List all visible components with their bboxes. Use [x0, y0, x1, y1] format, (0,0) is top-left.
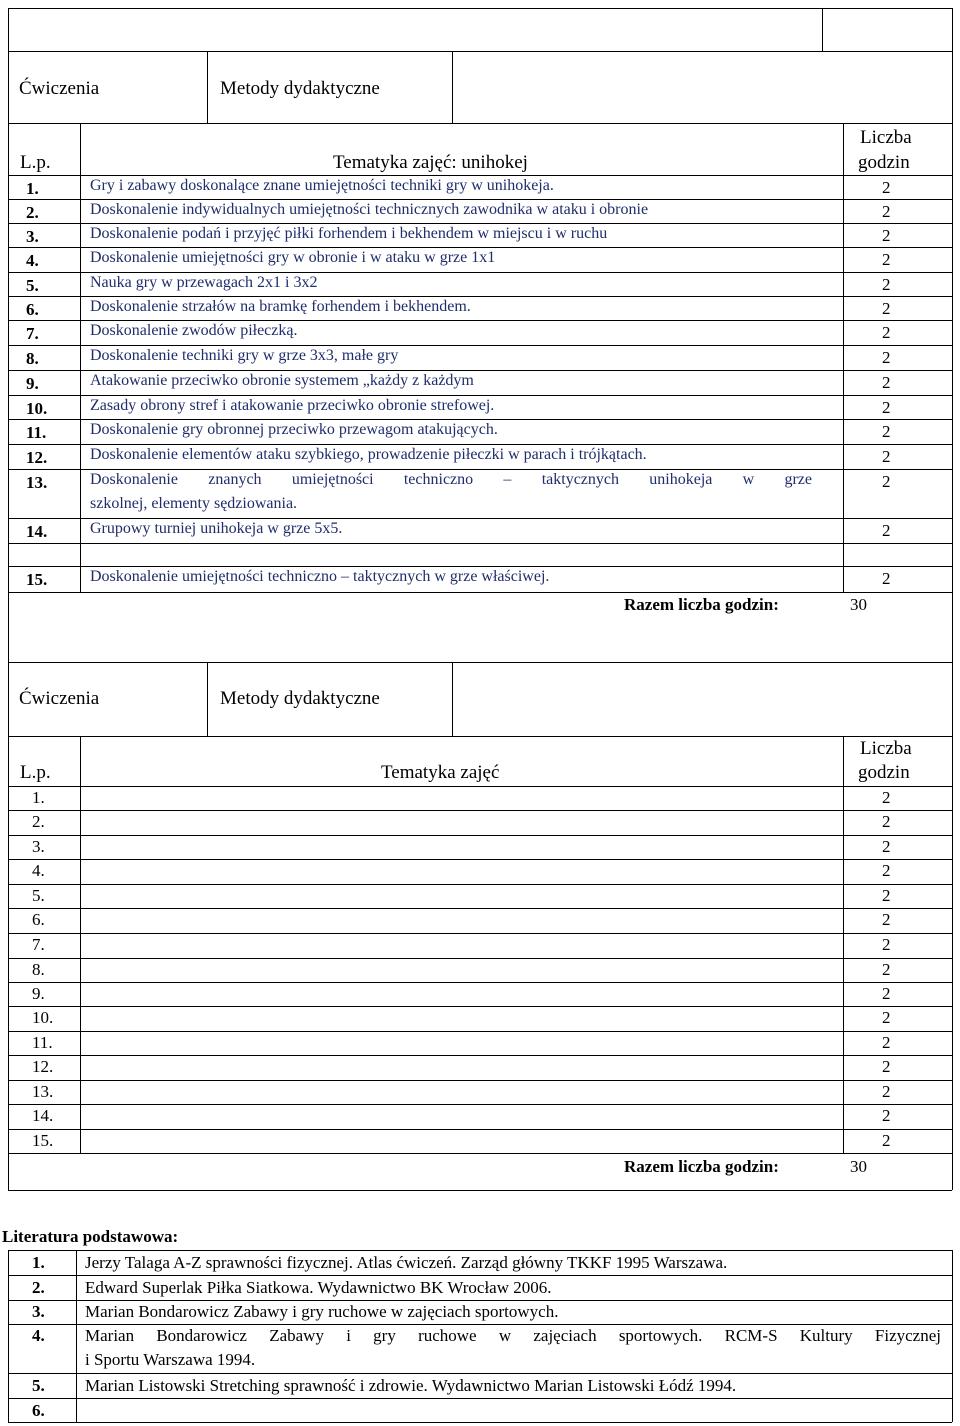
table-rule	[8, 736, 9, 1153]
row-hours: 2	[882, 1106, 891, 1125]
metody-label: Metody dydaktyczne	[220, 78, 380, 99]
row-hours: 2	[882, 348, 891, 367]
row-hours: 2	[882, 910, 891, 929]
table-rule	[8, 469, 952, 470]
header-hours-1-2: Liczba	[860, 738, 912, 759]
row-topic: Doskonalenie umiejętności gry w obronie i w ataku w grze 1x1	[90, 249, 496, 266]
row-topic: Zasady obrony stref i atakowanie przeciwko obronie strefowej.	[90, 397, 495, 414]
table-rule	[952, 736, 953, 1153]
table-rule	[8, 419, 952, 420]
row-number: 11.	[32, 1033, 53, 1052]
row-hours: 2	[882, 178, 891, 197]
row-topic: Grupowy turniej unihokeja w grze 5x5.	[90, 520, 343, 537]
cwiczenia-label: Ćwiczenia	[19, 78, 100, 99]
row-number: 11.	[26, 423, 47, 442]
table-rule	[8, 1129, 952, 1130]
row-hours: 2	[882, 299, 891, 318]
row-hours: 2	[882, 1057, 891, 1076]
row-number: 9.	[26, 374, 39, 393]
table-rule	[952, 1153, 953, 1190]
row-number: 13.	[26, 473, 48, 492]
row-topic: Doskonalenie znanych umiejętności techniczno – taktycznych unihokeja w grze	[90, 471, 812, 488]
row-number: 1.	[26, 179, 39, 198]
table-rule	[8, 1422, 952, 1423]
header-hours-2-2: godzin	[858, 762, 910, 783]
row-hours: 2	[882, 569, 891, 588]
row-topic: Doskonalenie elementów ataku szybkiego, prowadzenie piłeczki w parach i trójkątach.	[90, 446, 647, 463]
header-hours-1: Liczba	[860, 127, 912, 148]
table-rule	[8, 51, 952, 52]
row-hours: 2	[882, 812, 891, 831]
table-rule	[8, 566, 952, 567]
table-rule	[76, 1250, 77, 1422]
row-number: 5.	[26, 276, 39, 295]
literature-number: 1.	[32, 1253, 45, 1272]
row-hours: 2	[882, 447, 891, 466]
row-hours: 2	[882, 984, 891, 1003]
literature-number: 5.	[32, 1376, 45, 1395]
table-rule	[8, 543, 952, 544]
table-rule	[8, 199, 952, 200]
table-rule	[8, 933, 952, 934]
row-hours: 2	[882, 202, 891, 221]
table-rule	[8, 810, 952, 811]
row-number: 10.	[26, 399, 48, 418]
total-value: 30	[850, 595, 867, 614]
row-topic: Doskonalenie gry obronnej przeciwko przewagom atakujących.	[90, 421, 498, 438]
table-rule	[8, 444, 952, 445]
table-rule	[207, 662, 208, 736]
literature-number: 6.	[32, 1401, 45, 1420]
table-rule	[952, 566, 953, 592]
row-hours: 2	[882, 886, 891, 905]
literature-number: 4.	[32, 1326, 45, 1345]
table-rule	[8, 835, 952, 836]
row-hours: 2	[882, 472, 891, 491]
row-hours: 2	[882, 373, 891, 392]
row-number: 12.	[26, 448, 48, 467]
table-rule	[8, 1373, 952, 1374]
table-rule	[8, 247, 952, 248]
table-rule	[8, 982, 952, 983]
row-hours: 2	[882, 1131, 891, 1150]
table-rule	[8, 786, 952, 787]
literature-text-cont: i Sportu Warszawa 1994.	[85, 1350, 256, 1369]
row-number: 9.	[32, 984, 45, 1003]
row-hours: 2	[882, 422, 891, 441]
table-rule	[8, 370, 952, 371]
table-rule	[8, 395, 952, 396]
row-number: 15.	[26, 570, 48, 589]
row-topic: Doskonalenie podań i przyjęć piłki forhendem i bekhendem w miejscu i w ruchu	[90, 225, 608, 242]
table-rule	[8, 1080, 952, 1081]
table-rule	[8, 1250, 9, 1422]
table-rule	[8, 1190, 952, 1191]
row-topic-cont: szkolnej, elementy sędziowania.	[90, 495, 298, 512]
row-number: 1.	[32, 788, 45, 807]
table-rule	[8, 1104, 952, 1105]
total-value-2: 30	[850, 1157, 867, 1176]
table-rule	[8, 320, 952, 321]
row-hours: 2	[882, 250, 891, 269]
row-hours: 2	[882, 275, 891, 294]
row-number: 3.	[26, 227, 39, 246]
table-rule	[8, 1275, 952, 1276]
table-rule	[8, 123, 952, 124]
table-rule	[8, 1055, 952, 1056]
row-topic: Doskonalenie techniki gry w grze 3x3, małe gry	[90, 347, 399, 364]
table-rule	[952, 1250, 953, 1422]
row-topic: Doskonalenie strzałów na bramkę forhendem i bekhendem.	[90, 298, 471, 315]
table-rule	[952, 51, 953, 123]
cwiczenia-label-2: Ćwiczenia	[19, 688, 100, 709]
table-rule	[952, 662, 953, 736]
table-rule	[8, 1250, 952, 1251]
literature-text: Edward Superlak Piłka Siatkowa. Wydawnictwo BK Wrocław 2006.	[85, 1278, 552, 1297]
table-rule	[8, 8, 9, 123]
row-number: 5.	[32, 886, 45, 905]
header-lp-2: L.p.	[20, 762, 51, 783]
row-hours: 2	[882, 1008, 891, 1027]
metody-label-2: Metody dydaktyczne	[220, 688, 380, 709]
literature-text: Marian Bondarowicz Zabawy i gry ruchowe w zajęciach sportowych.	[85, 1302, 559, 1321]
table-rule	[952, 592, 953, 662]
row-number: 14.	[32, 1106, 54, 1125]
row-number: 8.	[26, 349, 39, 368]
table-rule	[843, 736, 844, 1153]
table-rule	[8, 592, 952, 593]
row-hours: 2	[882, 521, 891, 540]
literature-number: 2.	[32, 1278, 45, 1297]
table-rule	[8, 908, 952, 909]
literature-text: Marian Bondarowicz Zabawy i gry ruchowe w zajęciach sportowych. RCM-S Kultury Fizycznej	[85, 1326, 941, 1345]
table-rule	[452, 51, 453, 123]
table-rule	[8, 662, 9, 736]
row-hours: 2	[882, 935, 891, 954]
table-rule	[8, 566, 9, 592]
table-rule	[8, 592, 9, 662]
row-number: 13.	[32, 1082, 54, 1101]
literature-text: Jerzy Talaga A-Z sprawności fizycznej. Atlas ćwiczeń. Zarząd główny TKKF 1995 Warszawa.	[85, 1253, 728, 1272]
table-rule	[8, 884, 952, 885]
table-rule	[8, 8, 952, 9]
row-number: 4.	[32, 861, 45, 880]
row-number: 15.	[32, 1131, 54, 1150]
row-number: 14.	[26, 522, 48, 541]
header-topic-2: Tematyka zajęć	[381, 762, 500, 783]
row-topic: Gry i zabawy doskonalące znane umiejętności techniki gry w unihokeja.	[90, 177, 554, 194]
row-hours: 2	[882, 960, 891, 979]
table-rule	[8, 518, 952, 519]
row-hours: 2	[882, 1082, 891, 1101]
row-number: 7.	[26, 324, 39, 343]
table-rule	[8, 1006, 952, 1007]
table-rule	[8, 345, 952, 346]
row-number: 3.	[32, 837, 45, 856]
table-rule	[8, 1398, 952, 1399]
literature-number: 3.	[32, 1302, 45, 1321]
header-hours-2: godzin	[858, 152, 910, 173]
row-number: 7.	[32, 935, 45, 954]
literature-text: Marian Listowski Stretching sprawność i zdrowie. Wydawnictwo Marian Listowski Łódź 1994.	[85, 1376, 737, 1395]
table-rule	[952, 8, 953, 51]
table-rule	[8, 296, 952, 297]
row-hours: 2	[882, 1033, 891, 1052]
table-rule	[8, 1153, 952, 1154]
table-rule	[8, 662, 952, 663]
table-rule	[952, 123, 953, 566]
table-rule	[80, 736, 81, 1153]
table-rule	[8, 1300, 952, 1301]
row-topic: Doskonalenie zwodów piłeczką.	[90, 322, 298, 339]
row-number: 2.	[32, 812, 45, 831]
row-number: 10.	[32, 1008, 54, 1027]
row-hours: 2	[882, 398, 891, 417]
table-rule	[8, 1324, 952, 1325]
table-rule	[8, 859, 952, 860]
row-hours: 2	[882, 788, 891, 807]
row-hours: 2	[882, 323, 891, 342]
row-hours: 2	[882, 837, 891, 856]
row-topic: Doskonalenie umiejętności techniczno – taktycznych w grze właściwej.	[90, 568, 550, 585]
table-rule	[8, 736, 952, 737]
table-rule	[8, 223, 952, 224]
total-label-2: Razem liczba godzin:	[624, 1157, 779, 1176]
table-rule	[8, 1153, 9, 1190]
table-rule	[8, 1031, 952, 1032]
total-label: Razem liczba godzin:	[624, 595, 779, 614]
row-topic: Atakowanie przeciwko obronie systemem „każdy z każdym	[90, 372, 474, 389]
table-rule	[8, 958, 952, 959]
row-hours: 2	[882, 226, 891, 245]
header-lp: L.p.	[20, 152, 51, 173]
row-number: 6.	[32, 910, 45, 929]
literature-title: Literatura podstawowa:	[2, 1227, 179, 1246]
row-hours: 2	[882, 861, 891, 880]
table-rule	[8, 175, 952, 176]
row-number: 6.	[26, 300, 39, 319]
table-rule	[207, 51, 208, 123]
row-number: 12.	[32, 1057, 54, 1076]
header-topic: Tematyka zajęć: unihokej	[333, 152, 528, 173]
row-number: 2.	[26, 203, 39, 222]
table-rule	[822, 8, 823, 51]
table-rule	[8, 272, 952, 273]
row-number: 4.	[26, 251, 39, 270]
row-number: 8.	[32, 960, 45, 979]
row-topic: Nauka gry w przewagach 2x1 i 3x2	[90, 274, 318, 291]
table-rule	[80, 566, 81, 592]
table-rule	[843, 566, 844, 592]
table-rule	[452, 662, 453, 736]
row-topic: Doskonalenie indywidualnych umiejętności technicznych zawodnika w ataku i obronie	[90, 201, 649, 218]
